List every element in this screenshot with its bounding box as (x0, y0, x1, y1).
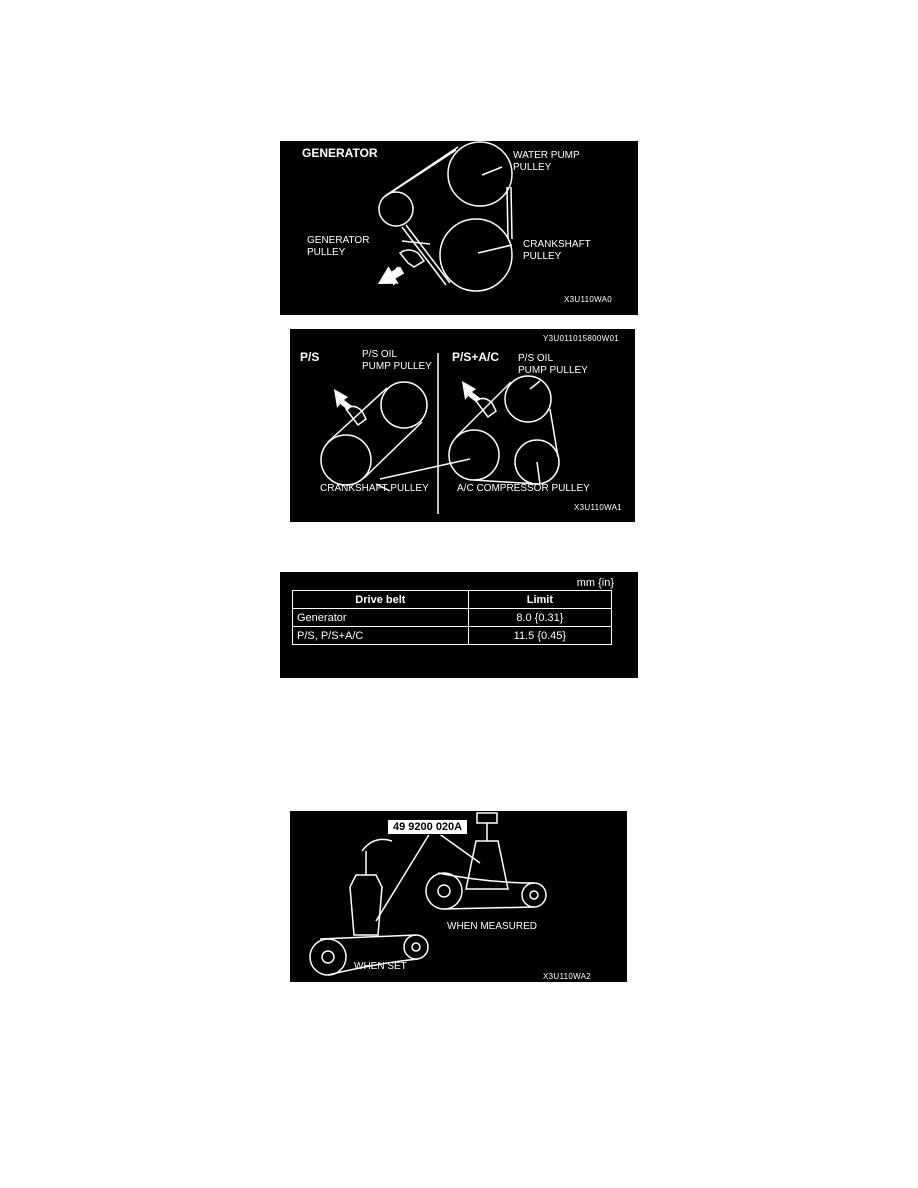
ac-compressor-pulley-label: A/C COMPRESSOR PULLEY (457, 483, 590, 494)
set-right-pulley (404, 935, 428, 959)
limit-table (292, 590, 612, 645)
ps-belt-diagram (290, 329, 635, 522)
ps-title: P/S (300, 350, 320, 364)
water-pump-pulley-circle (448, 142, 512, 206)
tension-gauge-drawing (290, 811, 627, 982)
limit-table-header-limit: Limit (468, 591, 611, 609)
table-cell-drive-belt: Generator (293, 609, 469, 627)
table-row (293, 609, 612, 627)
generator-title: GENERATOR (302, 146, 378, 160)
table-row (293, 627, 612, 645)
psac-oil-pump-pulley-label: P/S OIL PUMP PULLEY (518, 353, 588, 376)
limit-table-unit: mm {in} (576, 577, 614, 589)
generator-belt-drawing (280, 141, 638, 315)
table-cell-limit: 11.5 {0.45} (468, 627, 611, 645)
crankshaft-pulley-label: CRANKSHAFT PULLEY (523, 239, 591, 262)
crankshaft-pulley-circle (440, 219, 512, 291)
tension-gauge-diagram (290, 811, 627, 982)
ps-oil-pump-pulley-label: P/S OIL PUMP PULLEY (362, 349, 432, 372)
generator-diagram-code: X3U110WA0 (564, 295, 613, 304)
generator-pulley-label: GENERATOR PULLEY (307, 235, 370, 258)
ps-ac-title: P/S+A/C (452, 350, 500, 364)
set-left-pulley (310, 939, 346, 975)
table-cell-drive-belt: P/S, P/S+A/C (293, 627, 469, 645)
table-cell-limit: 8.0 {0.31} (468, 609, 611, 627)
psac-crankshaft-pulley-circle (449, 430, 499, 480)
measured-right-pulley (522, 883, 546, 907)
psac-oil-pump-pulley-circle (505, 376, 551, 422)
tool-number-label: 49 9200 020A (387, 819, 468, 835)
ps-diagram-code: X3U110WA1 (574, 503, 623, 512)
limit-table-header-row (293, 591, 612, 609)
limit-table-header-drive-belt: Drive belt (293, 591, 469, 609)
water-pump-pulley-label: WATER PUMP PULLEY (513, 150, 580, 173)
belt-limit-table-panel (280, 572, 638, 678)
when-measured-label: WHEN MEASURED (447, 921, 538, 932)
gauge-diagram-code: X3U110WA2 (543, 972, 592, 981)
generator-belt-diagram (280, 141, 638, 315)
when-set-label: WHEN SET (354, 961, 407, 972)
crankshaft-pulley-label: CRANKSHAFT PULLEY (320, 483, 429, 494)
ps-oil-pump-pulley-circle (381, 382, 427, 428)
ps-diagram-top-code: Y3U011015800W01 (543, 334, 619, 343)
measured-left-pulley (426, 873, 462, 909)
